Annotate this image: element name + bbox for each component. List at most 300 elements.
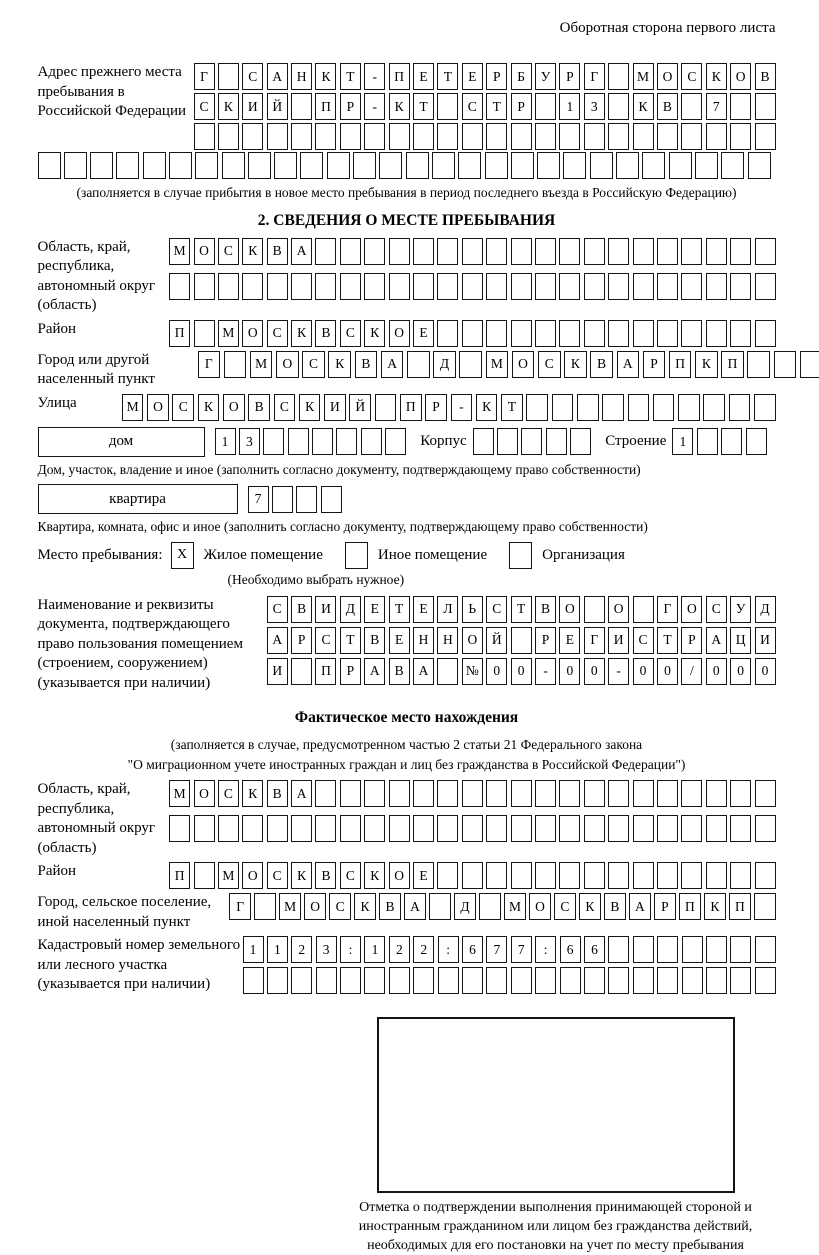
char-box[interactable]: П bbox=[389, 63, 410, 90]
char-box[interactable] bbox=[437, 815, 458, 842]
checkbox-organization[interactable] bbox=[509, 542, 532, 569]
char-box[interactable] bbox=[407, 351, 430, 378]
char-box[interactable] bbox=[389, 123, 410, 150]
char-box[interactable] bbox=[263, 428, 284, 455]
char-box[interactable] bbox=[511, 152, 534, 179]
char-box[interactable]: Т bbox=[486, 93, 507, 120]
char-box[interactable] bbox=[389, 815, 410, 842]
char-box[interactable] bbox=[340, 967, 361, 994]
char-box[interactable] bbox=[633, 780, 654, 807]
char-box[interactable]: С bbox=[329, 893, 350, 920]
char-box[interactable]: 3 bbox=[316, 936, 337, 963]
char-box[interactable]: В bbox=[657, 93, 678, 120]
char-box[interactable] bbox=[669, 152, 692, 179]
char-box[interactable] bbox=[703, 394, 725, 421]
char-box[interactable] bbox=[608, 967, 629, 994]
char-box[interactable] bbox=[413, 123, 434, 150]
char-box[interactable] bbox=[291, 815, 312, 842]
char-box[interactable] bbox=[608, 320, 629, 347]
char-box[interactable] bbox=[657, 780, 678, 807]
char-box[interactable] bbox=[406, 152, 429, 179]
char-box[interactable] bbox=[224, 351, 247, 378]
char-box[interactable] bbox=[353, 152, 376, 179]
char-box[interactable]: С bbox=[267, 596, 288, 623]
char-box[interactable] bbox=[729, 394, 751, 421]
char-box[interactable]: О bbox=[657, 63, 678, 90]
char-box[interactable] bbox=[364, 967, 385, 994]
char-box[interactable] bbox=[584, 273, 605, 300]
char-box[interactable]: О bbox=[389, 862, 410, 889]
char-box[interactable] bbox=[291, 93, 312, 120]
char-box[interactable]: О bbox=[242, 862, 263, 889]
char-box[interactable]: А bbox=[267, 627, 288, 654]
char-box[interactable]: 0 bbox=[730, 658, 751, 685]
char-box[interactable] bbox=[90, 152, 113, 179]
char-box[interactable]: М bbox=[633, 63, 654, 90]
char-box[interactable]: Д bbox=[755, 596, 776, 623]
char-box[interactable]: А bbox=[617, 351, 640, 378]
char-box[interactable] bbox=[389, 273, 410, 300]
char-box[interactable]: К bbox=[242, 238, 263, 265]
char-box[interactable] bbox=[633, 967, 654, 994]
char-box[interactable] bbox=[730, 93, 751, 120]
char-box[interactable] bbox=[608, 238, 629, 265]
char-box[interactable]: Р bbox=[654, 893, 675, 920]
char-box[interactable] bbox=[413, 238, 434, 265]
char-box[interactable] bbox=[169, 273, 190, 300]
char-box[interactable] bbox=[486, 273, 507, 300]
char-box[interactable] bbox=[584, 320, 605, 347]
char-box[interactable]: М bbox=[169, 780, 190, 807]
char-box[interactable]: Р bbox=[291, 627, 312, 654]
char-box[interactable] bbox=[535, 123, 556, 150]
char-box[interactable] bbox=[755, 238, 776, 265]
char-box[interactable] bbox=[616, 152, 639, 179]
char-box[interactable] bbox=[706, 936, 727, 963]
char-box[interactable] bbox=[462, 238, 483, 265]
char-box[interactable] bbox=[473, 428, 494, 455]
char-box[interactable]: А bbox=[364, 658, 385, 685]
char-box[interactable] bbox=[697, 428, 718, 455]
char-box[interactable] bbox=[486, 967, 507, 994]
char-box[interactable]: В bbox=[315, 320, 336, 347]
char-box[interactable] bbox=[681, 320, 702, 347]
char-box[interactable] bbox=[730, 123, 751, 150]
char-box[interactable] bbox=[274, 152, 297, 179]
char-box[interactable]: Д bbox=[454, 893, 475, 920]
char-box[interactable]: Е bbox=[413, 862, 434, 889]
char-box[interactable] bbox=[242, 815, 263, 842]
char-box[interactable] bbox=[218, 815, 239, 842]
char-box[interactable]: С bbox=[172, 394, 194, 421]
char-box[interactable] bbox=[657, 862, 678, 889]
char-box[interactable] bbox=[657, 815, 678, 842]
char-box[interactable] bbox=[340, 780, 361, 807]
char-box[interactable] bbox=[657, 238, 678, 265]
char-box[interactable] bbox=[429, 893, 450, 920]
char-box[interactable]: К bbox=[633, 93, 654, 120]
char-box[interactable] bbox=[437, 273, 458, 300]
char-box[interactable] bbox=[364, 238, 385, 265]
char-box[interactable] bbox=[755, 780, 776, 807]
char-box[interactable]: Г bbox=[198, 351, 221, 378]
char-box[interactable]: П bbox=[679, 893, 700, 920]
char-box[interactable]: Г bbox=[194, 63, 215, 90]
char-box[interactable] bbox=[218, 123, 239, 150]
char-box[interactable]: С bbox=[218, 238, 239, 265]
char-box[interactable]: - bbox=[535, 658, 556, 685]
char-box[interactable]: О bbox=[242, 320, 263, 347]
char-box[interactable] bbox=[682, 967, 703, 994]
char-box[interactable]: П bbox=[729, 893, 750, 920]
char-box[interactable]: П bbox=[669, 351, 692, 378]
char-box[interactable] bbox=[633, 273, 654, 300]
char-box[interactable]: 0 bbox=[657, 658, 678, 685]
char-box[interactable] bbox=[462, 967, 483, 994]
char-box[interactable]: Е bbox=[389, 627, 410, 654]
char-box[interactable] bbox=[730, 238, 751, 265]
char-box[interactable]: С bbox=[274, 394, 296, 421]
char-box[interactable]: Е bbox=[413, 596, 434, 623]
char-box[interactable] bbox=[755, 273, 776, 300]
char-box[interactable] bbox=[608, 93, 629, 120]
char-box[interactable]: С bbox=[681, 63, 702, 90]
char-box[interactable]: Т bbox=[501, 394, 523, 421]
char-box[interactable] bbox=[364, 780, 385, 807]
char-box[interactable]: П bbox=[169, 862, 190, 889]
char-box[interactable] bbox=[774, 351, 797, 378]
char-box[interactable] bbox=[222, 152, 245, 179]
char-box[interactable] bbox=[695, 152, 718, 179]
char-box[interactable] bbox=[437, 238, 458, 265]
char-box[interactable]: М bbox=[250, 351, 273, 378]
char-box[interactable] bbox=[584, 815, 605, 842]
char-box[interactable] bbox=[552, 394, 574, 421]
char-box[interactable] bbox=[375, 394, 397, 421]
char-box[interactable]: Д bbox=[340, 596, 361, 623]
char-box[interactable]: 3 bbox=[584, 93, 605, 120]
char-box[interactable]: Р bbox=[535, 627, 556, 654]
char-box[interactable]: 6 bbox=[560, 936, 581, 963]
char-box[interactable] bbox=[486, 238, 507, 265]
char-box[interactable] bbox=[242, 123, 263, 150]
char-box[interactable] bbox=[730, 862, 751, 889]
char-box[interactable] bbox=[361, 428, 382, 455]
char-box[interactable] bbox=[608, 123, 629, 150]
char-box[interactable] bbox=[681, 273, 702, 300]
char-box[interactable]: 2 bbox=[291, 936, 312, 963]
char-box[interactable] bbox=[559, 123, 580, 150]
char-box[interactable] bbox=[379, 152, 402, 179]
char-box[interactable] bbox=[437, 658, 458, 685]
char-box[interactable] bbox=[681, 123, 702, 150]
char-box[interactable]: В bbox=[379, 893, 400, 920]
char-box[interactable] bbox=[511, 815, 532, 842]
char-box[interactable] bbox=[633, 320, 654, 347]
char-box[interactable]: Е bbox=[559, 627, 580, 654]
char-box[interactable] bbox=[570, 428, 591, 455]
char-box[interactable]: Т bbox=[511, 596, 532, 623]
char-box[interactable]: В bbox=[755, 63, 776, 90]
char-box[interactable]: Д bbox=[433, 351, 456, 378]
char-box[interactable] bbox=[681, 815, 702, 842]
char-box[interactable] bbox=[462, 273, 483, 300]
char-box[interactable] bbox=[721, 152, 744, 179]
char-box[interactable]: О bbox=[304, 893, 325, 920]
char-box[interactable]: У bbox=[535, 63, 556, 90]
char-box[interactable] bbox=[755, 320, 776, 347]
char-box[interactable] bbox=[438, 967, 459, 994]
char-box[interactable] bbox=[248, 152, 271, 179]
char-box[interactable]: В bbox=[267, 238, 288, 265]
char-box[interactable]: С bbox=[218, 780, 239, 807]
char-box[interactable]: С bbox=[340, 320, 361, 347]
char-box[interactable] bbox=[559, 238, 580, 265]
char-box[interactable] bbox=[608, 273, 629, 300]
char-box[interactable] bbox=[535, 780, 556, 807]
char-box[interactable]: 1 bbox=[215, 428, 236, 455]
char-box[interactable]: Б bbox=[511, 63, 532, 90]
char-box[interactable] bbox=[340, 238, 361, 265]
char-box[interactable] bbox=[590, 152, 613, 179]
char-box[interactable] bbox=[364, 815, 385, 842]
char-box[interactable]: О bbox=[512, 351, 535, 378]
char-box[interactable]: К bbox=[695, 351, 718, 378]
char-box[interactable]: К bbox=[354, 893, 375, 920]
char-box[interactable]: К bbox=[389, 93, 410, 120]
char-box[interactable] bbox=[497, 428, 518, 455]
char-box[interactable] bbox=[559, 273, 580, 300]
char-box[interactable] bbox=[633, 815, 654, 842]
char-box[interactable] bbox=[462, 815, 483, 842]
char-box[interactable] bbox=[432, 152, 455, 179]
char-box[interactable] bbox=[584, 238, 605, 265]
char-box[interactable]: 6 bbox=[462, 936, 483, 963]
char-box[interactable] bbox=[755, 123, 776, 150]
char-box[interactable]: Т bbox=[657, 627, 678, 654]
char-box[interactable] bbox=[486, 320, 507, 347]
char-box[interactable]: Т bbox=[340, 627, 361, 654]
char-box[interactable]: С bbox=[315, 627, 336, 654]
char-box[interactable] bbox=[535, 238, 556, 265]
char-box[interactable]: Г bbox=[229, 893, 250, 920]
char-box[interactable]: С bbox=[242, 63, 263, 90]
char-box[interactable]: М bbox=[504, 893, 525, 920]
char-box[interactable]: 0 bbox=[633, 658, 654, 685]
char-box[interactable] bbox=[267, 815, 288, 842]
char-box[interactable] bbox=[195, 152, 218, 179]
char-box[interactable] bbox=[462, 862, 483, 889]
char-box[interactable]: / bbox=[681, 658, 702, 685]
char-box[interactable]: П bbox=[169, 320, 190, 347]
char-box[interactable] bbox=[364, 123, 385, 150]
char-box[interactable]: П bbox=[400, 394, 422, 421]
char-box[interactable] bbox=[315, 123, 336, 150]
char-box[interactable]: Н bbox=[291, 63, 312, 90]
char-box[interactable]: А bbox=[629, 893, 650, 920]
char-box[interactable] bbox=[340, 123, 361, 150]
apartment-type-box[interactable]: квартира bbox=[38, 484, 238, 514]
char-box[interactable] bbox=[511, 273, 532, 300]
char-box[interactable]: Е bbox=[364, 596, 385, 623]
house-type-box[interactable]: дом bbox=[38, 427, 205, 457]
char-box[interactable]: 3 bbox=[239, 428, 260, 455]
char-box[interactable] bbox=[633, 936, 654, 963]
char-box[interactable] bbox=[169, 152, 192, 179]
char-box[interactable] bbox=[143, 152, 166, 179]
char-box[interactable] bbox=[535, 93, 556, 120]
char-box[interactable]: 2 bbox=[413, 936, 434, 963]
char-box[interactable] bbox=[730, 273, 751, 300]
char-box[interactable] bbox=[730, 780, 751, 807]
char-box[interactable] bbox=[535, 862, 556, 889]
char-box[interactable]: О bbox=[681, 596, 702, 623]
char-box[interactable] bbox=[706, 273, 727, 300]
char-box[interactable] bbox=[364, 273, 385, 300]
char-box[interactable]: К bbox=[315, 63, 336, 90]
char-box[interactable]: М bbox=[486, 351, 509, 378]
char-box[interactable]: П bbox=[721, 351, 744, 378]
char-box[interactable] bbox=[413, 780, 434, 807]
char-box[interactable]: 0 bbox=[511, 658, 532, 685]
char-box[interactable]: М bbox=[218, 862, 239, 889]
char-box[interactable]: - bbox=[364, 93, 385, 120]
char-box[interactable]: С bbox=[340, 862, 361, 889]
char-box[interactable]: 0 bbox=[584, 658, 605, 685]
char-box[interactable]: И bbox=[324, 394, 346, 421]
char-box[interactable]: О bbox=[462, 627, 483, 654]
char-box[interactable] bbox=[511, 238, 532, 265]
char-box[interactable]: 0 bbox=[706, 658, 727, 685]
char-box[interactable] bbox=[486, 862, 507, 889]
char-box[interactable]: А bbox=[267, 63, 288, 90]
char-box[interactable] bbox=[194, 320, 215, 347]
char-box[interactable] bbox=[755, 862, 776, 889]
char-box[interactable]: К bbox=[291, 320, 312, 347]
char-box[interactable]: Р bbox=[425, 394, 447, 421]
char-box[interactable] bbox=[678, 394, 700, 421]
char-box[interactable] bbox=[584, 123, 605, 150]
char-box[interactable] bbox=[462, 780, 483, 807]
char-box[interactable]: Ь bbox=[462, 596, 483, 623]
char-box[interactable]: 7 bbox=[706, 93, 727, 120]
char-box[interactable]: М bbox=[169, 238, 190, 265]
char-box[interactable] bbox=[385, 428, 406, 455]
char-box[interactable] bbox=[486, 780, 507, 807]
char-box[interactable] bbox=[754, 893, 775, 920]
char-box[interactable]: 7 bbox=[511, 936, 532, 963]
char-box[interactable]: К bbox=[291, 862, 312, 889]
char-box[interactable] bbox=[608, 63, 629, 90]
char-box[interactable] bbox=[748, 152, 771, 179]
char-box[interactable]: 2 bbox=[389, 936, 410, 963]
char-box[interactable]: К bbox=[579, 893, 600, 920]
char-box[interactable] bbox=[316, 967, 337, 994]
char-box[interactable] bbox=[437, 123, 458, 150]
char-box[interactable]: К bbox=[299, 394, 321, 421]
char-box[interactable] bbox=[681, 780, 702, 807]
char-box[interactable] bbox=[706, 815, 727, 842]
char-box[interactable] bbox=[642, 152, 665, 179]
char-box[interactable]: - bbox=[608, 658, 629, 685]
char-box[interactable] bbox=[511, 967, 532, 994]
char-box[interactable] bbox=[511, 862, 532, 889]
char-box[interactable] bbox=[315, 815, 336, 842]
char-box[interactable]: С bbox=[267, 320, 288, 347]
char-box[interactable] bbox=[584, 862, 605, 889]
char-box[interactable]: 7 bbox=[486, 936, 507, 963]
char-box[interactable] bbox=[706, 123, 727, 150]
char-box[interactable]: К bbox=[364, 862, 385, 889]
char-box[interactable] bbox=[218, 63, 239, 90]
char-box[interactable] bbox=[511, 780, 532, 807]
char-box[interactable]: Н bbox=[413, 627, 434, 654]
char-box[interactable] bbox=[462, 123, 483, 150]
char-box[interactable]: : bbox=[535, 936, 556, 963]
char-box[interactable]: М bbox=[218, 320, 239, 347]
char-box[interactable]: О bbox=[194, 238, 215, 265]
char-box[interactable]: 0 bbox=[755, 658, 776, 685]
char-box[interactable] bbox=[559, 780, 580, 807]
char-box[interactable] bbox=[653, 394, 675, 421]
char-box[interactable] bbox=[291, 967, 312, 994]
char-box[interactable]: И bbox=[755, 627, 776, 654]
char-box[interactable] bbox=[437, 780, 458, 807]
char-box[interactable]: Г bbox=[584, 627, 605, 654]
char-box[interactable] bbox=[511, 320, 532, 347]
char-box[interactable]: К bbox=[476, 394, 498, 421]
char-box[interactable]: С bbox=[302, 351, 325, 378]
char-box[interactable] bbox=[194, 815, 215, 842]
char-box[interactable] bbox=[633, 238, 654, 265]
char-box[interactable] bbox=[755, 936, 776, 963]
char-box[interactable]: О bbox=[559, 596, 580, 623]
char-box[interactable]: С bbox=[706, 596, 727, 623]
char-box[interactable]: К bbox=[564, 351, 587, 378]
char-box[interactable]: У bbox=[730, 596, 751, 623]
char-box[interactable]: А bbox=[381, 351, 404, 378]
char-box[interactable] bbox=[267, 123, 288, 150]
char-box[interactable]: В bbox=[590, 351, 613, 378]
char-box[interactable] bbox=[340, 273, 361, 300]
char-box[interactable] bbox=[535, 273, 556, 300]
char-box[interactable]: - bbox=[364, 63, 385, 90]
char-box[interactable] bbox=[389, 238, 410, 265]
char-box[interactable] bbox=[315, 273, 336, 300]
char-box[interactable]: В bbox=[604, 893, 625, 920]
char-box[interactable] bbox=[194, 862, 215, 889]
char-box[interactable]: В bbox=[267, 780, 288, 807]
char-box[interactable] bbox=[560, 967, 581, 994]
char-box[interactable] bbox=[755, 815, 776, 842]
char-box[interactable] bbox=[633, 596, 654, 623]
char-box[interactable]: С bbox=[462, 93, 483, 120]
checkbox-other-premises[interactable] bbox=[345, 542, 368, 569]
char-box[interactable]: Г bbox=[584, 63, 605, 90]
char-box[interactable]: В bbox=[364, 627, 385, 654]
char-box[interactable] bbox=[218, 273, 239, 300]
char-box[interactable] bbox=[437, 320, 458, 347]
char-box[interactable] bbox=[608, 862, 629, 889]
char-box[interactable] bbox=[535, 815, 556, 842]
char-box[interactable]: О bbox=[608, 596, 629, 623]
char-box[interactable] bbox=[584, 967, 605, 994]
char-box[interactable] bbox=[800, 351, 819, 378]
char-box[interactable] bbox=[706, 967, 727, 994]
char-box[interactable] bbox=[389, 967, 410, 994]
char-box[interactable] bbox=[577, 394, 599, 421]
char-box[interactable]: Р bbox=[559, 63, 580, 90]
